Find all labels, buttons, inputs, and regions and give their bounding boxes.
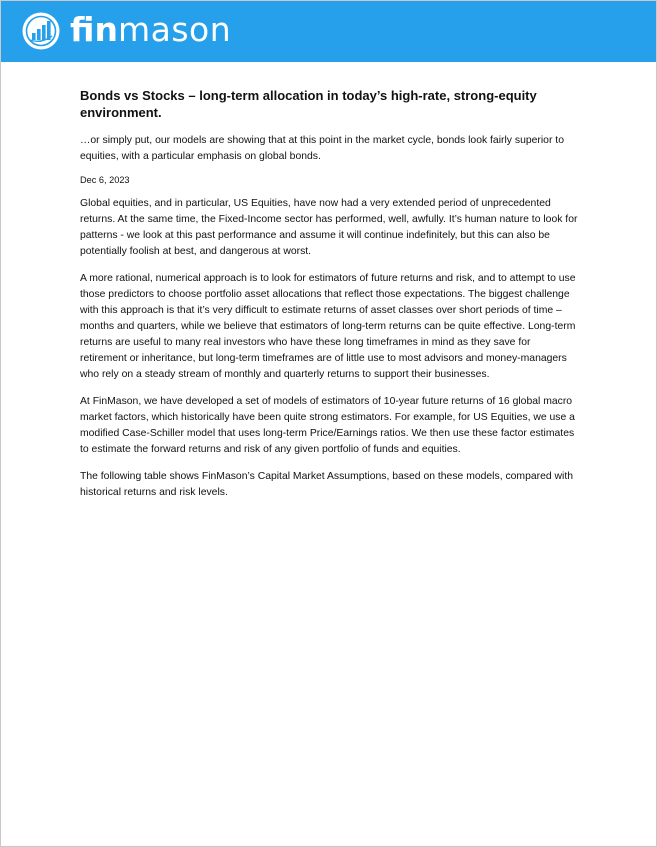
paragraph: A more rational, numerical approach is to look for estimators of future returns and risk, and to attempt to use those predictors to choose portfolio asset allocations that reflect those expectations. The biggest challenge with this approach is that it’s very difficult to estimate returns of asset classes over short periods of time – months and quarters, while we believe that estimators of long-term returns can be quite effective. Long-term returns are useful to many real investors who have these long timeframes in mind as they save for retirement or inheritance, but long-term timeframes are of little use to most advisors and money-managers who rely on a steady stream of monthly and quarterly returns to support their businesses. — [80, 273, 576, 380]
article-date: Dec 6, 2023 — [80, 175, 130, 185]
paragraph: At FinMason, we have developed a set of models of estimators of 10-year future returns of 16 global macro market factors, which historically have been quite strong estimators. For example, for US Equities, we use a modified Case-Schiller model that uses long-term Price/Earnings ratios. We then use these factor estimates to estimate the forward returns and risk of any given portfolio of funds and equities. — [80, 396, 575, 455]
header-band — [1, 1, 656, 62]
brand-logo-bold: fin — [70, 10, 118, 49]
article-subtitle: …or simply put, our models are showing that at this point in the market cycle, bonds look fairly superior to equities, with a particular emphasis on global bonds. — [80, 135, 564, 162]
paragraph: The following table shows FinMason’s Capital Market Assumptions, based on these models, compared with historical returns and risk levels. — [80, 471, 574, 498]
bar-chart-circle-icon — [21, 11, 61, 51]
article-body — [80, 87, 580, 501]
paragraph: Global equities, and in particular, US Equities, have now had a very extended period of unprecedented returns. At the same time, the Fixed-Income sector has performed, well, awfully. It’s human nature to look for patterns - we look at this past performance and assume it will continue indefinitely, but this can also be potentially foolish at best, and dangerous at worst. — [80, 198, 578, 257]
brand-logo-light: mason — [117, 10, 232, 49]
article-title: Bonds vs Stocks – long-term allocation in today’s high-rate, strong-equity environment. — [80, 88, 537, 120]
brand-logo — [70, 8, 231, 52]
